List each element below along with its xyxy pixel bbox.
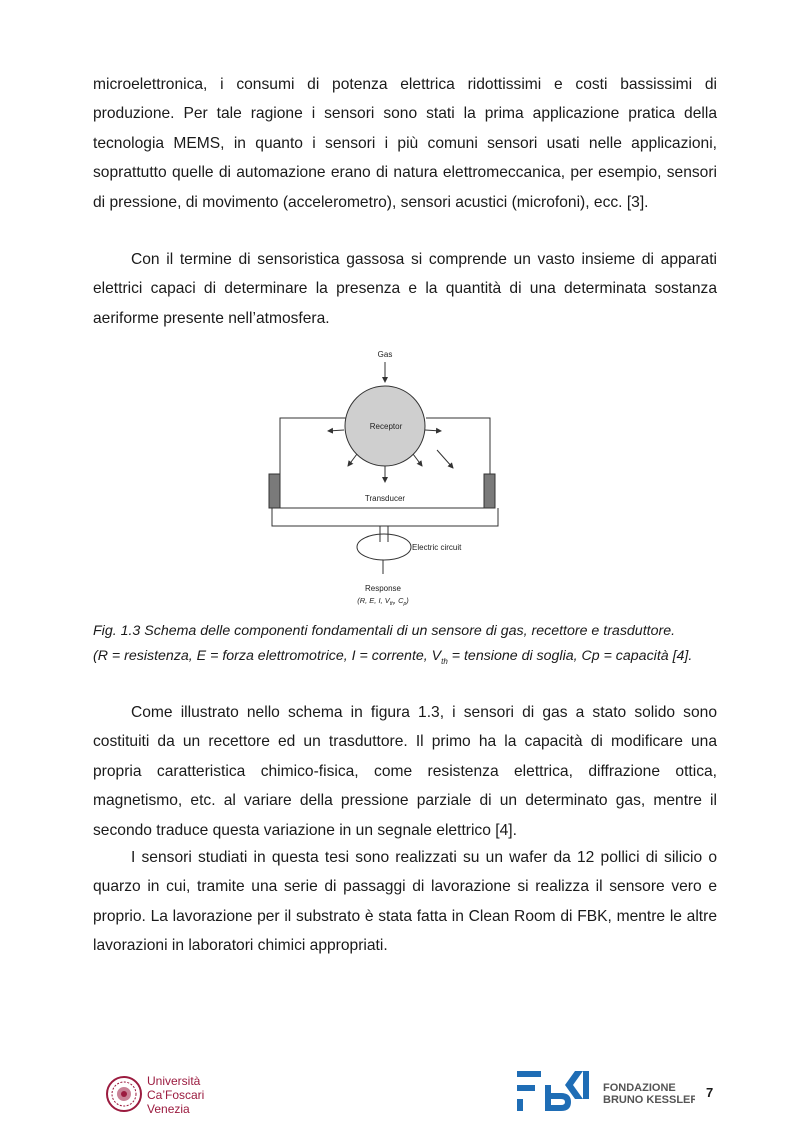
unive-logo-line-3: Venezia (147, 1102, 190, 1116)
label-electric-circuit: Electric circuit (412, 543, 462, 552)
circuit-wire-left (280, 418, 346, 474)
paragraph-1: microelettronica, i consumi di potenza elettrica ridottissimi e costi bassissimi di produzione. Per tale ragione i sensori sono stati la prima applicazione pratica della tecnologia MEMS, in quanto i sensori i più comuni sensori usati nelle applicazioni, soprattutto quelle di automazione erano di natura elettromeccanica, per esempio, sensori di pressione, di movimento (accelerometro), sensori acustici (microfoni), ecc. [3]. (93, 76, 717, 211)
diffusion-arrow-left (328, 430, 344, 431)
unive-seal-icon (107, 1077, 141, 1111)
label-response-variables: (R, E, I, $V_{th}$, $C_p$) (357, 596, 409, 607)
caption-line-2: (R = resistenza, E = forza elettromotrice, I = corrente, $V_{th}$ = tensione di soglia, Cp = capacità [4]. (93, 648, 693, 666)
transducer-block-left (269, 474, 280, 508)
diffusion-arrow-right (425, 430, 441, 431)
electric-circuit-ellipse (357, 534, 411, 560)
label-response: Response (364, 584, 402, 593)
label-receptor: Receptor (369, 422, 403, 431)
universita-ca-foscari-logo (106, 1071, 226, 1117)
paragraph-2: Con il termine di sensoristica gassosa si comprende un vasto insieme di apparati elettrici capaci di determinare la presenza e la quantità di una determinata sostanza aeriforme presente nell’atmosfera. (93, 251, 717, 327)
page-number: 7 (706, 1085, 714, 1100)
diffusion-arrow-far-right (437, 450, 453, 468)
caption-line-1: Fig. 1.3 Schema delle componenti fondamentali di un sensore di gas, recettore e trasduttore. (93, 623, 676, 639)
label-transducer: Transducer (364, 494, 406, 503)
diffusion-arrow-lower-right (413, 454, 422, 466)
circuit-wire-bottom-outer (272, 508, 498, 526)
paragraph-3: Come illustrato nello schema in figura 1.3, i sensori di gas a stato solido sono costituiti da un recettore ed un trasduttore. Il primo ha la capacità di modificare una propria caratteristica chimico-fisica, come resistenza elettrica, diffrazione ottica, magnetismo, etc. al variare della pressione parziale di un determinato gas, mentre il secondo traduce questa variazione in un segnale elettrico [4]. (93, 704, 717, 839)
fbk-logo-line-2: BRUNO KESSLER (603, 1094, 695, 1106)
fbk-logo-line-1: FONDAZIONE (603, 1082, 676, 1094)
circuit-wire-right (426, 418, 490, 474)
paragraph-4: I sensori studiati in questa tesi sono realizzati su un wafer da 12 pollici di silicio o quarzo in cui, tramite una serie di passaggi di lavorazione si realizza il sensore vero e proprio. La lavorazione per il substrato è stata fatta in Clean Room di FBK, mentre le altre lavorazioni in laboratori chimici appropriati. (93, 849, 717, 955)
gas-sensor-figure (262, 342, 506, 612)
diffusion-arrow-lower-left (348, 454, 357, 466)
transducer-block-right (484, 474, 495, 508)
fbk-mark-icon (517, 1071, 589, 1111)
figure-caption (93, 619, 733, 674)
label-gas: Gas (377, 350, 393, 359)
unive-logo-line-1: Università (147, 1074, 201, 1088)
unive-logo-line-2: Ca’Foscari (147, 1088, 205, 1102)
fondazione-bruno-kessler-logo (515, 1067, 695, 1115)
